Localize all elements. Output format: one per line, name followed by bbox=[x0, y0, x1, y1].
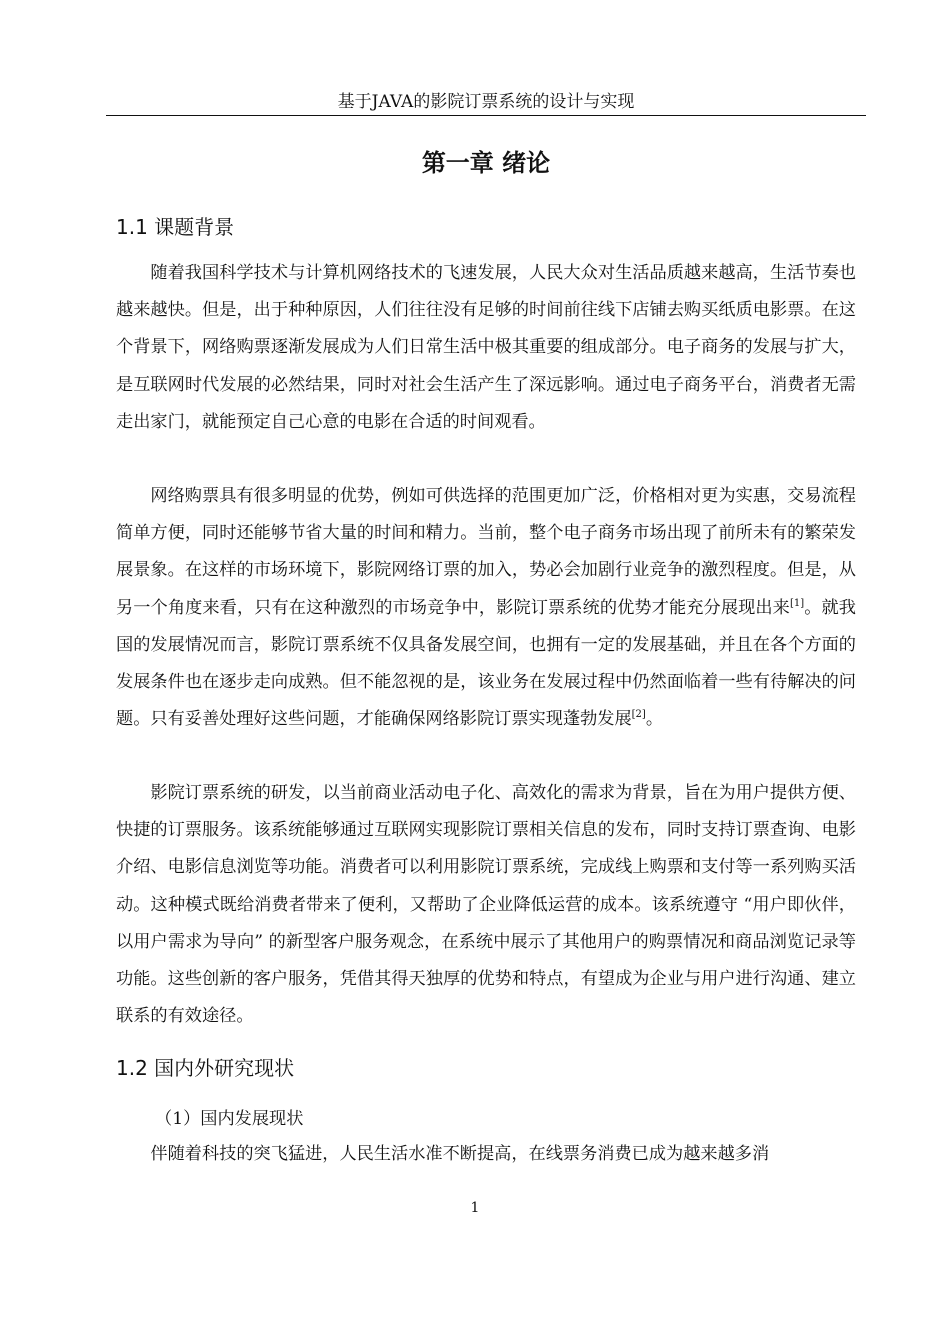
paragraph-background-3: 影院订票系统的研发，以当前商业活动电子化、高效化的需求为背景，旨在为用户提供方便、快捷的订票服务。该系统能够通过互联网实现影院订票相关信息的发布，同时支持订票查询、电影介绍、电影信息浏览等功能。消费者可以利用影院订票系统，完成线上购票和支付等一系列购买活动。这种模式既给消费者带来了便利，又帮助了企业降低运营的成本。该系统遵守 “用户即伙伴，以用户需求为导向” 的新型客户服务观念，在系统中展示了其他用户的购票情况和商品浏览记录等功能。这些创新的客户服务，凭借其得天独厚的优势和特点，有望成为企业与用户进行沟通、建立联系的有效途径。 bbox=[116, 783, 856, 1027]
paragraph-background-2 bbox=[116, 478, 856, 738]
paragraph-text: 。就我国的发展情况而言，影院订票系统不仅具备发展空间，也拥有一定的发展基础，并且在各个方面的发展条件也在逐步走向成熟。但不能忽视的是，该业务在发展过程中仍然面临着一些有待解决的问题。只有妥善处理好这些问题，才能确保网络影院订票实现蓬勃发展 bbox=[116, 597, 856, 730]
paragraph-domestic-1: 伴随着科技的突飞猛进，人民生活水准不断提高，在线票务消费已成为越来越多消 bbox=[150, 1144, 770, 1164]
paragraph-background-1: 随着我国科学技术与计算机网络技术的飞速发展，人民大众对生活品质越来越高，生活节奏也越来越快。但是，出于种种原因，人们往往没有足够的时间前往线下店铺去购买纸质电影票。在这个背景下，网络购票逐渐发展成为人们日常生活中极其重要的组成部分。电子商务的发展与扩大，是互联网时代发展的必然结果，同时对社会生活产生了深远影响。通过电子商务平台，消费者无需走出家门，就能预定自己心意的电影在合适的时间观看。 bbox=[116, 263, 856, 432]
header-rule bbox=[106, 115, 866, 116]
section-heading-1-1: 1.1 课题背景 bbox=[116, 215, 235, 239]
running-header: 基于JAVA的影院订票系统的设计与实现 bbox=[337, 92, 635, 112]
citation-ref-2: [2] bbox=[631, 709, 646, 721]
section-heading-1-2: 1.2 国内外研究现状 bbox=[116, 1056, 295, 1080]
subheading-domestic-status: （1）国内发展现状 bbox=[155, 1109, 304, 1129]
citation-ref-1: [1] bbox=[789, 597, 805, 609]
chapter-title: 第一章 绪论 bbox=[421, 149, 551, 177]
paragraph-text: 。 bbox=[645, 709, 664, 730]
paragraph-text: 网络购票具有很多明显的优势，例如可供选择的范围更加广泛，价格相对更为实惠，交易流程简单方便，同时还能够节省大量的时间和精力。当前，整个电子商务市场出现了前所未有的繁荣发展景象。在这样的市场环境下，影院网络订票的加入，势必会加剧行业竞争的激烈程度。但是，从另一个角度来看，只有在这种激烈的市场竞争中，影院订票系统的优势才能充分展现出来 bbox=[116, 486, 856, 618]
page-number: 1 bbox=[470, 1200, 480, 1216]
